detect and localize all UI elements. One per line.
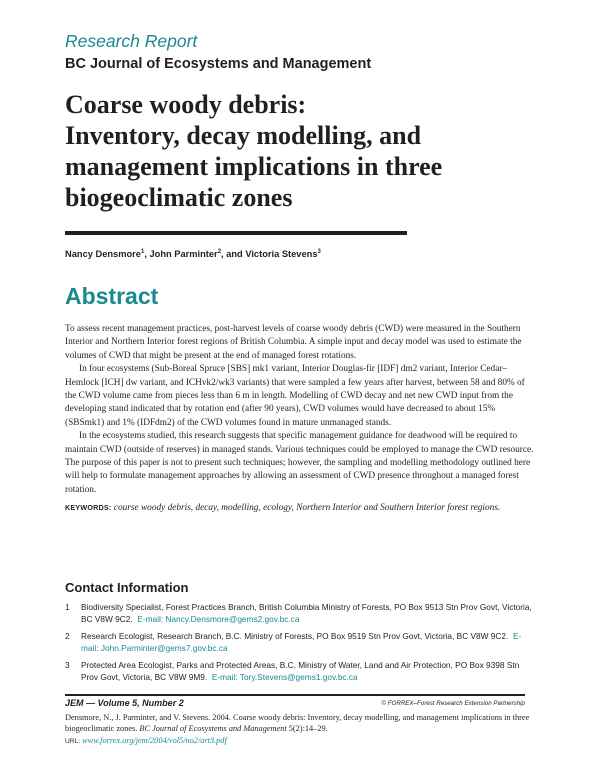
title-line: Coarse woody debris: [65,90,307,119]
footer-divider [65,694,525,696]
report-type-label: Research Report [65,31,198,51]
email-link[interactable]: Tory.Stevens@gems1.gov.bc.ca [239,672,358,683]
keywords-text: course woody debris, decay, modelling, ecology, Northern Interior and Southern Interior forest regions. [113,503,501,514]
footer-copyright: © FORREX–Forest Research Extension Partnership [381,700,525,707]
article-url-link[interactable]: www.forrex.org/jem/2004/vol5/no2/art3.pdf [82,735,227,745]
citation-volume: 5(2):14–29. [286,724,328,734]
abstract-heading: Abstract [65,283,159,309]
keywords-label: KEYWORDS: [65,503,112,513]
author-affiliation-number: 2 [217,249,222,255]
author-affiliation-number: 3 [317,249,321,255]
email-link[interactable]: Nancy.Densmore@gems2.gov.bc.ca [165,614,300,625]
url-label: URL: [65,737,81,745]
contact-number: 2 [65,631,70,641]
contact-address: Protected Area Ecologist, Parks and Protected Areas, B.C. Ministry of Water, Land and Air Protection, PO Box 9398 Stn Prov Govt, Victoria, BC V8W 9M9. [81,660,520,683]
contact-address: Biodiversity Specialist, Forest Practices Branch, British Columbia Ministry of Forests, PO Box 9513 Stn Prov Govt, Victoria, BC V8W 9C2. [81,602,532,625]
contact-item [65,659,535,683]
author-name: Victoria Stevens [245,249,318,259]
contact-heading: Contact Information [65,580,189,595]
email-label: E-mail: [211,672,238,683]
contact-number: 1 [65,602,70,612]
citation [65,712,535,747]
abstract-paragraph: To assess recent management practices, post-harvest levels of coarse woody debris (CWD) were measured in the Southern Interior and Northern Interior forest regions of British Columbia. A simple input and decay model was used to estimate the volumes of CWD that might be present at the end of managed forest rotations. [65,324,522,361]
article-title [65,89,565,213]
keywords [65,501,535,515]
email-label: E-mail: [137,614,164,625]
citation-text: Densmore, N., J. Parminter, and V. Stevens. 2004. Coarse woody debris: Inventory, decay modelling, and management implications in three biogeoclimatic zones. [65,713,530,734]
citation-journal: BC Journal of Ecosystems and Management [139,724,287,734]
contact-number: 3 [65,660,70,670]
footer-journal-issue: JEM — Volume 5, Number 2 [65,698,184,708]
title-divider [65,231,407,235]
author-name: Nancy Densmore [65,249,141,259]
title-line: biogeoclimatic zones [65,183,293,212]
abstract-paragraph: In the ecosystems studied, this research suggests that specific management guidance for deadwood will be required to maintain CWD (outside of reserves) in managed stands. Various techniques could be employed to manage the CWD resource. The purpose of this paper is not to present such techniques; however, the sampling and modelling methodology outlined here will help to formulate management approaches by allowing an assessment of CWD presence throughout a managed forest rotation. [65,431,534,495]
email-link[interactable]: John.Parminter@gems7.gov.bc.ca [100,643,228,654]
journal-name: BC Journal of Ecosystems and Management [65,56,372,72]
title-line: Inventory, decay modelling, and [65,121,422,150]
abstract-paragraph: In four ecosystems (Sub-Boreal Spruce [SBS] mk1 variant, Interior Douglas-fir [IDF] dm2 variant, Interior Cedar–Hemlock [ICH] dw variant, and ICHvk2/wk3 variants) that were sampled a few years after harvest, between 58 and 80% of the CWD volume came from pieces less than 6 m in length. Modelling of CWD decay and net new CWD input from the developing stand indicated that by rotation end (after 90 years), CWD volumes would have decreased to about 15% (SBSmk1) and 1% (IDFdm2) of the CWD volumes found in mature unmanaged stands. [65,364,525,428]
email-label: E-mail: [81,631,522,654]
author-separator: , [144,249,150,259]
title-line: management implications in three [65,152,443,181]
author-affiliation-number: 1 [140,249,145,255]
abstract-body [65,323,535,516]
author-separator: , and [221,249,246,259]
contact-address: Research Ecologist, Research Branch, B.C. Ministry of Forests, PO Box 9519 Stn Prov Govt, Victoria, BC V8W 9C2. [81,631,509,641]
author-name: John Parminter [149,249,218,259]
contact-item [65,630,535,654]
author-list [65,249,321,259]
contact-item [65,601,535,625]
